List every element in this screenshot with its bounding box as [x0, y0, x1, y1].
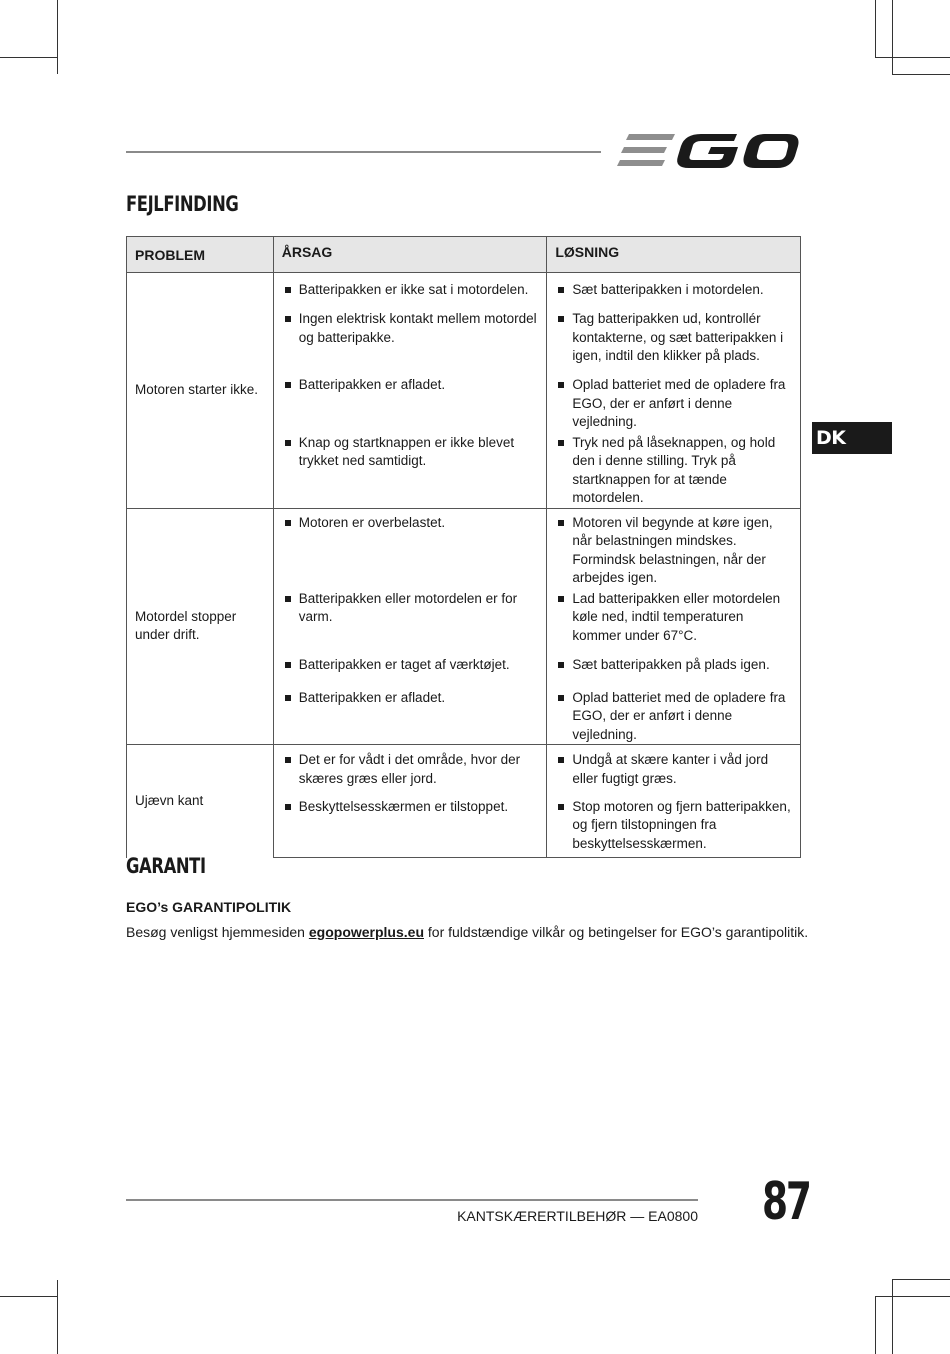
- cause-item: Det er for vådt i det område, hvor der skæres græs eller jord.: [282, 751, 539, 788]
- crop-mark: [892, 0, 893, 74]
- header-problem: PROBLEM: [127, 237, 274, 273]
- page-number: 87: [762, 1172, 810, 1232]
- warranty-text-before: Besøg venligst hjemmesiden: [126, 924, 309, 940]
- crop-mark: [57, 1280, 58, 1354]
- cause-item: Batteripakken er taget af værktøjet.: [282, 656, 539, 675]
- cause-item: Beskyttelsesskærmen er tilstoppet.: [282, 798, 539, 817]
- solution-item: Lad batteripakken eller motordelen køle ned, indtil temperaturen kommer under 67°C.: [555, 590, 792, 646]
- header-rule: [126, 151, 601, 153]
- warranty-subtitle: EGO’s GARANTIPOLITIK: [126, 899, 292, 915]
- cause-item: Ingen elektrisk kontakt mellem motordel og batteripakke.: [282, 310, 539, 347]
- table-header-row: [127, 237, 801, 273]
- cause-item: Motoren er overbelastet.: [282, 514, 539, 533]
- footer-rule: [126, 1199, 698, 1201]
- table-row: [127, 745, 801, 793]
- table-row: [127, 272, 801, 308]
- problem-cell: Ujævn kant: [127, 745, 274, 858]
- crop-mark: [892, 74, 950, 75]
- warranty-link[interactable]: egopowerplus.eu: [308, 924, 424, 940]
- solution-item: Undgå at skære kanter i våd jord eller fugtigt græs.: [555, 751, 792, 788]
- problem-cell: Motoren starter ikke.: [127, 272, 274, 508]
- warranty-text: [126, 924, 808, 940]
- solution-item: Oplad batteriet med de opladere fra EGO, der er anført i denne vejledning.: [555, 376, 792, 432]
- header-cause: ÅRSAG: [273, 237, 547, 273]
- cause-item: Batteripakken er afladet.: [282, 376, 539, 395]
- solution-item: Sæt batteripakken på plads igen.: [555, 656, 792, 675]
- crop-mark: [0, 57, 58, 58]
- warranty-title: GARANTI: [126, 854, 206, 878]
- cause-item: Batteripakken er afladet.: [282, 689, 539, 708]
- problem-cell: Motordel stopper under drift.: [127, 508, 274, 745]
- crop-mark: [892, 1279, 950, 1280]
- crop-mark: [875, 1296, 876, 1354]
- troubleshooting-title: FEJLFINDING: [126, 192, 239, 216]
- table-row: [127, 508, 801, 588]
- solution-item: Sæt batteripakken i motordelen.: [555, 281, 792, 300]
- crop-mark: [892, 1280, 893, 1354]
- header-solution: LØSNING: [547, 237, 801, 273]
- crop-mark: [875, 57, 950, 58]
- crop-mark: [57, 0, 58, 74]
- cause-item: Knap og startknappen er ikke blevet trykket ned samtidigt.: [282, 434, 539, 471]
- solution-item: Tryk ned på låseknappen, og hold den i denne stilling. Tryk på startknappen for at tænde motordelen.: [555, 434, 792, 508]
- troubleshooting-table: [126, 236, 801, 858]
- language-tab: DK: [812, 422, 892, 454]
- solution-item: Tag batteripakken ud, kontrollér kontakterne, og sæt batteripakken i igen, indtil den klikker på plads.: [555, 310, 792, 366]
- solution-item: Motoren vil begynde at køre igen, når belastningen mindskes. Formindsk belastningen, når der arbejdes igen.: [555, 514, 792, 588]
- solution-item: Stop motoren og fjern batteripakken, og fjern tilstopningen fra beskyttelsesskærmen.: [555, 798, 792, 854]
- cause-item: Batteripakken er ikke sat i motordelen.: [282, 281, 539, 300]
- footer-product: KANTSKÆRERTILBEHØR — EA0800: [457, 1208, 698, 1224]
- crop-mark: [875, 0, 876, 58]
- crop-mark: [0, 1296, 58, 1297]
- crop-mark: [875, 1296, 950, 1297]
- warranty-text-after: for fuldstændige vilkår og betingelser for EGO’s garantipolitik.: [424, 924, 809, 940]
- ego-logo: [617, 128, 801, 172]
- solution-item: Oplad batteriet med de opladere fra EGO, der er anført i denne vejledning.: [555, 689, 792, 745]
- cause-item: Batteripakken eller motordelen er for varm.: [282, 590, 539, 627]
